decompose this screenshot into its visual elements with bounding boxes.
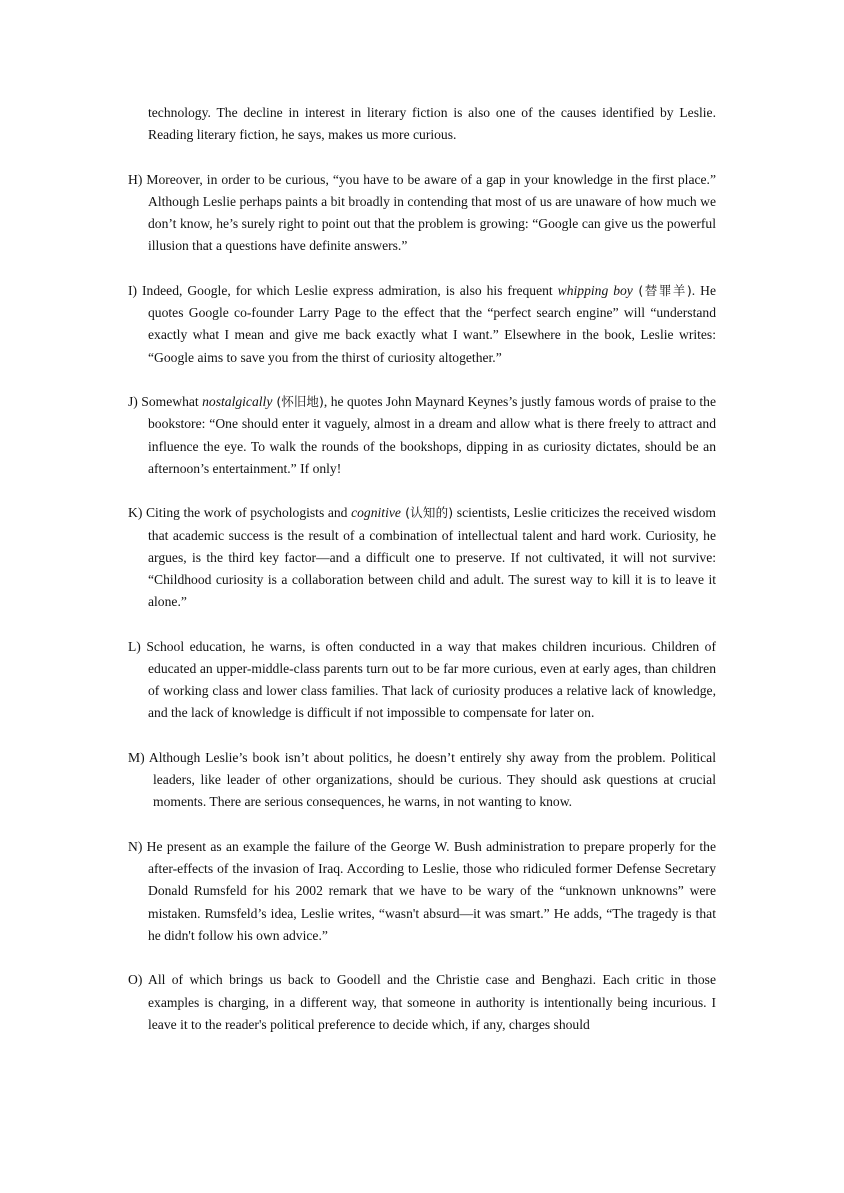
paragraph-i [128, 280, 716, 369]
paragraph-text: Indeed, Google, for which Leslie express admiration, is also his frequent [142, 283, 558, 298]
paragraph-o [128, 969, 716, 1036]
paragraph-text: Although Leslie’s book isn’t about politics, he doesn’t entirely shy away from the problem. Political leaders, like leader of other organizations, should be curious. They should ask questions at crucial moments. There are serious consequences, he warns, in not wanting to know. [148, 750, 716, 810]
chinese-gloss: (认知的) [400, 505, 454, 521]
paragraph-label: I) [128, 283, 138, 298]
paragraph-label: N) [128, 839, 143, 855]
paragraph-m [128, 747, 716, 814]
paragraph-h [128, 169, 716, 258]
paragraph-text: Citing the work of psychologists and [145, 505, 352, 521]
paragraph-j [128, 391, 716, 480]
italic-term: cognitive [351, 505, 401, 521]
paragraph-text: , he quotes John Maynard Keynes’s justly famous words of praise to the bookstore: “One should enter it vaguely, almost in a dream and allow what is there freely to attract and influence the eye. To walk the rounds of the bookshops, dipping in as curiosity dictates, should be an afternoon’s entertainment.” If only! [148, 394, 716, 476]
paragraph-label: H) [128, 171, 143, 187]
document-body [128, 102, 716, 1058]
paragraph-l [128, 636, 716, 725]
paragraph-text: All of which brings us back to Goodell and the Christie case and Benghazi. Each critic in those examples is charging, in a different way, that someone in authority is intentionally being incurious. I leave it to the reader's political preference to decide which, if any, charges should [148, 972, 716, 1032]
paragraph-continuation [128, 102, 716, 146]
paragraph-text: technology. The decline in interest in literary fiction is also one of the causes identified by Leslie. Reading literary fiction, he says, makes us more curious. [148, 105, 716, 143]
paragraph-text: School education, he warns, is often conducted in a way that makes children incurious. Children of educated an upper-middle-class parents turn out to be far more curious, even at early ages, than children of working class and lower class families. That lack of curiosity produces a relative lack of knowledge, and the lack of knowledge is difficult if not impossible to compensate for later on. [146, 638, 716, 721]
paragraph-text: . He quotes Google co-founder Larry Page to the effect that the “perfect search engine” will “understand exactly what I mean and give me back exactly what I want.” Elsewhere in the book, Leslie writes: “Google aims to save you from the thirst of curiosity altogether.” [148, 283, 716, 365]
paragraph-label: K) [128, 505, 143, 521]
chinese-gloss: (替罪羊) [632, 283, 692, 298]
paragraph-n [128, 836, 716, 947]
italic-term: whipping boy [557, 283, 633, 298]
paragraph-text: He present as an example the failure of the George W. Bush administration to prepare properly for the after-effects of the invasion of Iraq. According to Leslie, those who ridiculed former Defense Secretary Donald Rumsfeld for his 2002 remark that we have to be wary of the “unknown unknowns” were mistaken. Rumsfeld’s idea, Leslie writes, “wasn't absurd—it was smart.” He adds, “The tragedy is that he didn't follow his own advice.” [146, 839, 716, 943]
paragraph-label: M) [128, 750, 145, 766]
paragraph-label: O) [128, 972, 143, 988]
italic-term: nostalgically [202, 394, 273, 410]
paragraph-k [128, 502, 716, 613]
paragraph-text: Moreover, in order to be curious, “you have to be aware of a gap in your knowledge in the first place.” Although Leslie perhaps paints a bit broadly in contending that most of us are unaware of how much we don’t know, he’s surely right to point out that the problem is growing: “Google can give us the powerful illusion that a questions have definite answers.” [146, 171, 716, 254]
paragraph-label: J) [128, 394, 138, 410]
paragraph-text: scientists, Leslie criticizes the received wisdom that academic success is the result of a combination of intellectual talent and hard work. Curiosity, he argues, is the third key factor—and a difficult one to preserve. If not cultivated, it will not survive: “Childhood curiosity is a collaboration between child and adult. The surest way to kill it is to leave it alone.” [148, 505, 716, 610]
chinese-gloss: (怀旧地) [272, 394, 324, 410]
paragraph-label: L) [128, 638, 141, 654]
paragraph-text: Somewhat [141, 394, 203, 410]
